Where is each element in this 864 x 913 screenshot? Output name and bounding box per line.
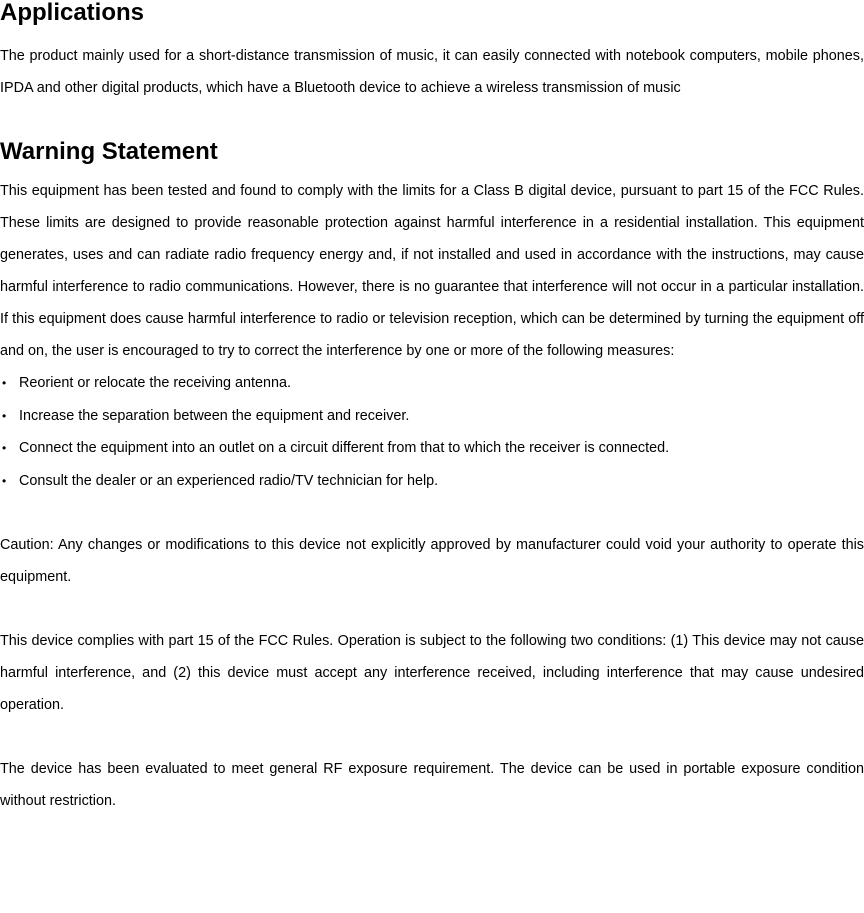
list-item [0, 465, 864, 498]
spacer [0, 721, 864, 753]
list-item [0, 367, 864, 400]
applications-body: The product mainly used for a short-distance transmission of music, it can easily connected with notebook computers, mobile phones, IPDA and other digital products, which have a Bluetooth device to achieve a wireless transmission of music [0, 48, 864, 96]
measure-text: Connect the equipment into an outlet on a circuit different from that to which the receiver is connected. [19, 440, 670, 457]
measure-text: Reorient or relocate the receiving antenna. [19, 375, 291, 391]
warning-section [0, 139, 864, 817]
list-item [0, 400, 864, 433]
warning-intro: This equipment has been tested and found to comply with the limits for a Class B digital device, pursuant to part 15 of the FCC Rules. These limits are designed to provide reasonable protection against harmful interference in a residential installation. This equipment generates, uses and can radiate radio frequency energy and, if not installed and used in accordance with the instructions, may cause harmful interference to radio communications. However, there is no guarantee that interference will not occur in a particular installation. If this equipment does cause harmful interference to radio or television reception, which can be determined by turning the equipment off and on, the user is encouraged to try to correct the interference by one or more of the following measures: [0, 183, 864, 359]
rf-exposure-paragraph: The device has been evaluated to meet general RF exposure requirement. The device can be used in portable exposure condition without restriction. [0, 761, 864, 810]
caution-paragraph: Caution: Any changes or modifications to this device not explicitly approved by manufacturer could void your authority to operate this equipment. [0, 537, 864, 586]
bullet-icon: • [2, 408, 7, 423]
warning-heading: Warning Statement [0, 138, 218, 165]
measure-text: Consult the dealer or an experienced radio/TV technician for help. [19, 472, 439, 489]
measure-text: Increase the separation between the equipment and receiver. [19, 407, 410, 424]
list-item [0, 432, 864, 465]
bullet-icon: • [2, 376, 7, 390]
spacer [0, 497, 864, 529]
bullet-icon: • [2, 441, 7, 456]
applications-section [0, 0, 864, 104]
spacer [0, 593, 864, 625]
measures-list [0, 367, 864, 497]
bullet-icon: • [2, 473, 7, 488]
compliance-paragraph: This device complies with part 15 of the FCC Rules. Operation is subject to the following two conditions: (1) This device may not cause harmful interference, and (2) this device must accept any interference received, including interference that may cause undesired operation. [0, 633, 864, 714]
applications-heading: Applications [0, 0, 145, 26]
